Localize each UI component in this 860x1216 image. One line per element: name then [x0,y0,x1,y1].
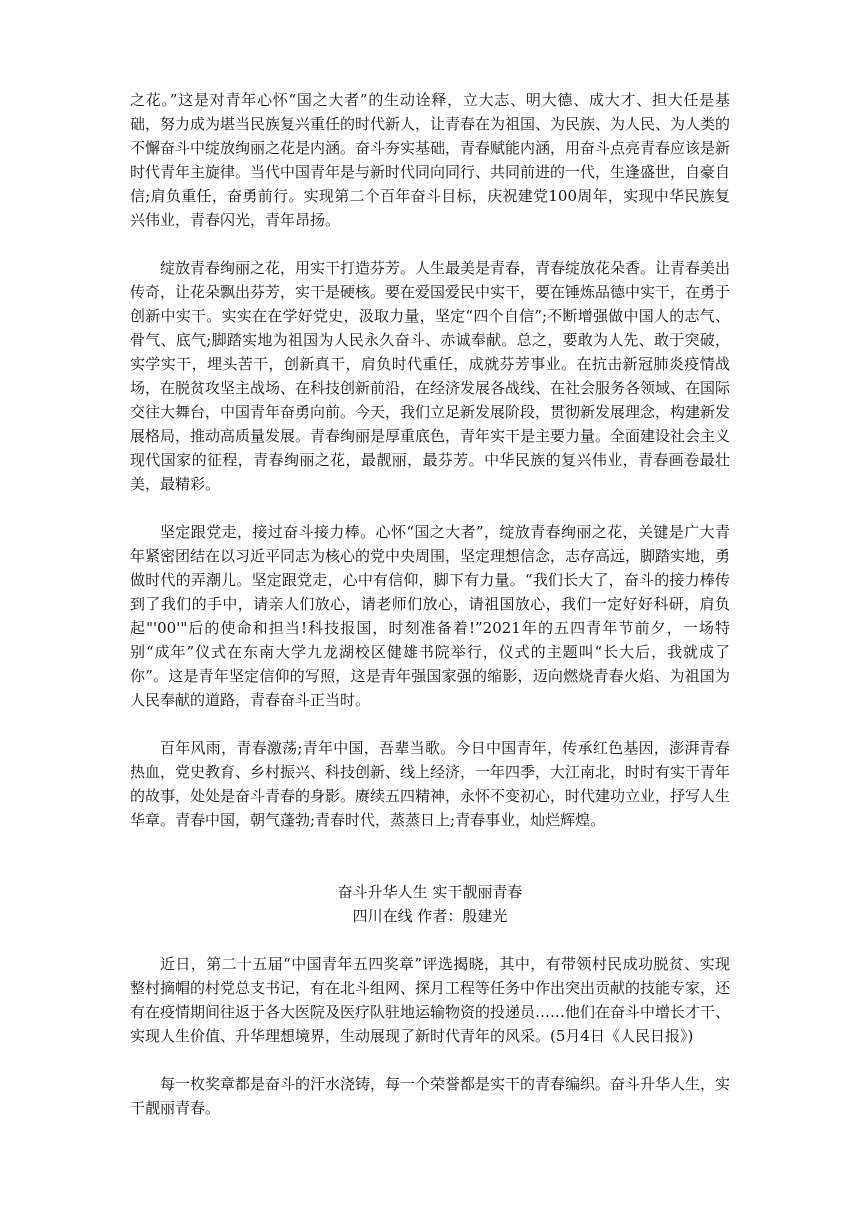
article-header [130,880,730,928]
paragraph-5: 近日，第二十五届“中国青年五四奖章”评选揭晓，其中，有带领村民成功脱贫、实现整村摘帽的村党总支书记，有在北斗组网、探月工程等任务中作出突出贡献的技能专家，还有在疫情期间往返于各大医院及医疗队驻地运输物资的投递员……他们在奋斗中增长才干、实现人生价值、升华理想境界，生动展现了新时代青年的风采。(5月4日《人民日报》) [130,955,731,1045]
document-page [130,88,730,1144]
paragraph-4: 百年风雨，青春激荡;青年中国，吾辈当歌。今日中国青年，传承红色基因，澎湃青春热血，党史教育、乡村振兴、科技创新、线上经济，一年四季，大江南北，时时有实干青年的故事，处处是奋斗青春的身影。赓续五四精神，永怀不变初心，时代建功立业，抒写人生华章。青春中国，朝气蓬勃;青春时代，蒸蒸日上;青春事业，灿烂辉煌。 [130,739,731,829]
paragraph-1: 之花。”这是对青年心怀“国之大者”的生动诠释，立大志、明大德、成大才、担大任是基础，努力成为堪当民族复兴重任的时代新人，让青春在为祖国、为民族、为人民、为人类的不懈奋斗中绽放绚丽之花是内涵。奋斗夯实基础，青春赋能内涵，用奋斗点亮青春应该是新时代青年主旋律。当代中国青年是与新时代同向同行、共同前进的一代，生逢盛世，自豪自信;肩负重任，奋勇前行。实现第二个百年奋斗目标，庆祝建党100周年，实现中华民族复兴伟业，青春闪光，青年昂扬。 [130,91,731,229]
section-gap [130,856,730,880]
article-title: 奋斗升华人生 实干靓丽青春 [337,883,523,901]
paragraph-6: 每一枚奖章都是奋斗的汗水浇铸，每一个荣誉都是实干的青春编织。奋斗升华人生，实干靓丽青春。 [130,1075,731,1117]
article-byline: 四川在线 作者：殷建光 [352,907,508,925]
paragraph-3: 坚定跟党走，接过奋斗接力棒。心怀“国之大者”，绽放青春绚丽之花，关键是广大青年紧密团结在以习近平同志为核心的党中央周围，坚定理想信念，志存高远，脚踏实地，勇做时代的弄潮儿。坚定跟党走，心中有信仰，脚下有力量。“我们长大了，奋斗的接力棒传到了我们的手中，请亲人们放心，请老师们放心，请祖国放心，我们一定好好科研，肩负起"'00'"后的使命和担当!科技报国，时刻准备着!”2021年的五四青年节前夕，一场特别“成年”仪式在东南大学九龙湖校区健雄书院举行，仪式的主题叫“长大后，我就成了你”。这是青年坚定信仰的写照，这是青年强国家强的缩影，迈向燃烧青春火焰、为祖国为人民奉献的道路，青春奋斗正当时。 [130,523,731,709]
paragraph-2: 绽放青春绚丽之花，用实干打造芬芳。人生最美是青春，青春绽放花朵香。让青春美出传奇，让花朵飘出芬芳，实干是硬核。要在爱国爱民中实干，要在锤炼品德中实干，在勇于创新中实干。实实在在学好党史，汲取力量，坚定“四个自信”;不断增强做中国人的志气、骨气、底气;脚踏实地为祖国为人民永久奋斗、赤诚奉献。总之，要敢为人先、敢于突破，实学实干，埋头苦干，创新真干，肩负时代重任，成就芬芳事业。在抗击新冠肺炎疫情战场，在脱贫攻坚主战场、在科技创新前沿，在经济发展各战线、在社会服务各领域、在国际交往大舞台，中国青年奋勇向前。今天，我们立足新发展阶段，贯彻新发展理念，构建新发展格局，推动高质量发展。青春绚丽是厚重底色，青年实干是主要力量。全面建设社会主义现代国家的征程，青春绚丽之花，最靓丽，最芬芳。中华民族的复兴伟业，青春画卷最壮美，最精彩。 [130,259,731,493]
